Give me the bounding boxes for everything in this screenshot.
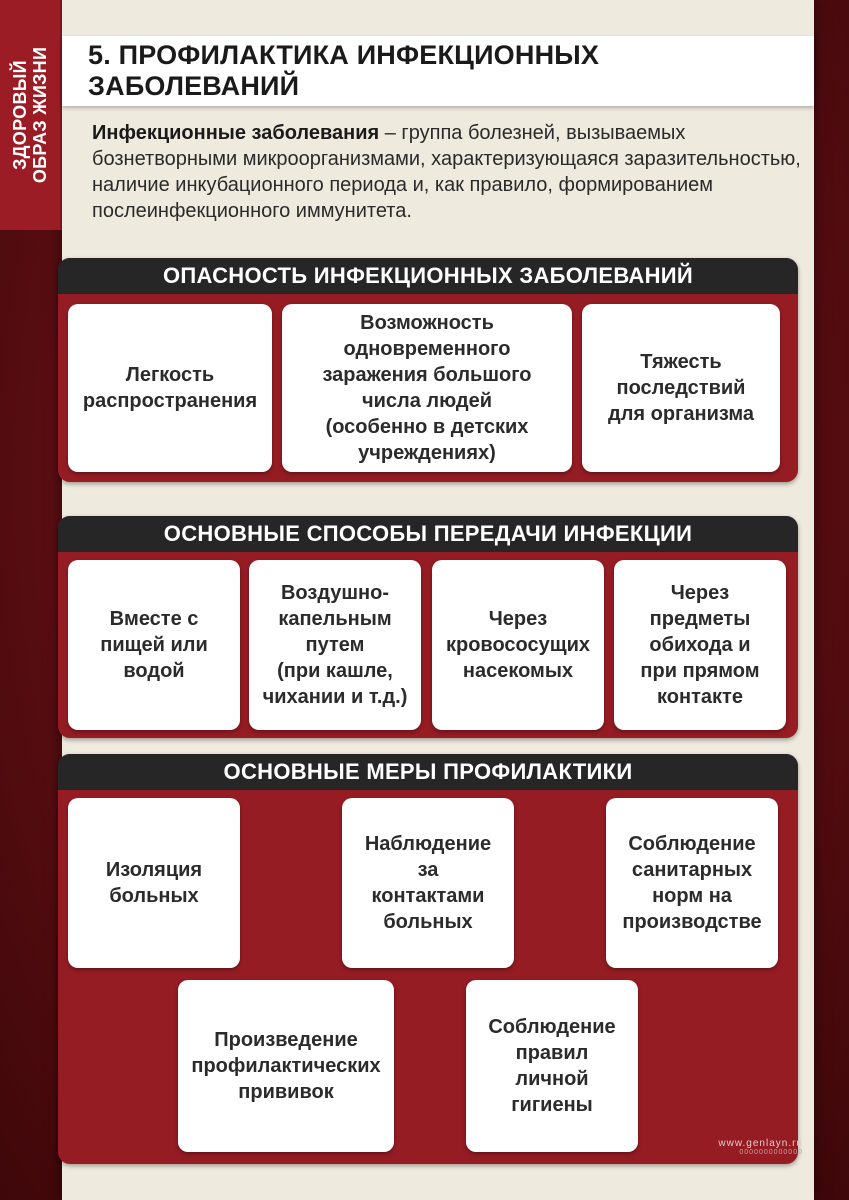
page-title: 5. ПРОФИЛАКТИКА ИНФЕКЦИОННЫХ ЗАБОЛЕВАНИЙ	[88, 40, 600, 101]
section-prevention	[58, 754, 798, 1164]
card: Воздушно- капельным путем (при кашле, чихании и т.д.)	[249, 560, 421, 730]
card: Через предметы обихода и при прямом контакте	[614, 560, 786, 730]
footer-code: 0000000000000	[739, 1149, 803, 1156]
section-header: ОПАСНОСТЬ ИНФЕКЦИОННЫХ ЗАБОЛЕВАНИЙ	[58, 258, 798, 294]
definition	[92, 120, 804, 224]
card: Тяжесть последствий для организма	[582, 304, 780, 472]
card: Возможность одновременного заражения большого числа людей (особенно в детских учреждениях)	[282, 304, 572, 472]
section-transmission	[58, 516, 798, 738]
card: Наблюдение за контактами больных	[342, 798, 514, 968]
definition-text: – группа болезней, вызываемых бознетворными микроорганизмами, характеризующаяся заразительностью, наличие инкубационного периода и, как правило, формированием послеинфекционного иммунитета.	[92, 122, 801, 222]
section-header: ОСНОВНЫЕ МЕРЫ ПРОФИЛАКТИКИ	[58, 754, 798, 790]
card: Через кровососущих насекомых	[432, 560, 604, 730]
card: Изоляция больных	[68, 798, 240, 968]
side-tab	[0, 0, 62, 230]
card: Легкость распространения	[68, 304, 272, 472]
definition-term: Инфекционные заболевания	[92, 122, 380, 144]
section-header: ОСНОВНЫЕ СПОСОБЫ ПЕРЕДАЧИ ИНФЕКЦИИ	[58, 516, 798, 552]
title-bar	[62, 36, 814, 106]
card: Вместе с пищей или водой	[68, 560, 240, 730]
side-tab-line2: ОБРАЗ ЖИЗНИ	[30, 46, 51, 184]
section-danger	[58, 258, 798, 482]
card: Соблюдение правил личной гигиены	[466, 980, 638, 1152]
card: Произведение профилактических прививок	[178, 980, 394, 1152]
card: Соблюдение санитарных норм на производстве	[606, 798, 778, 968]
footer-url: www.genlayn.ru	[718, 1138, 803, 1149]
side-tab-line1: ЗДОРОВЫЙ	[10, 60, 31, 170]
footer	[718, 1138, 803, 1156]
